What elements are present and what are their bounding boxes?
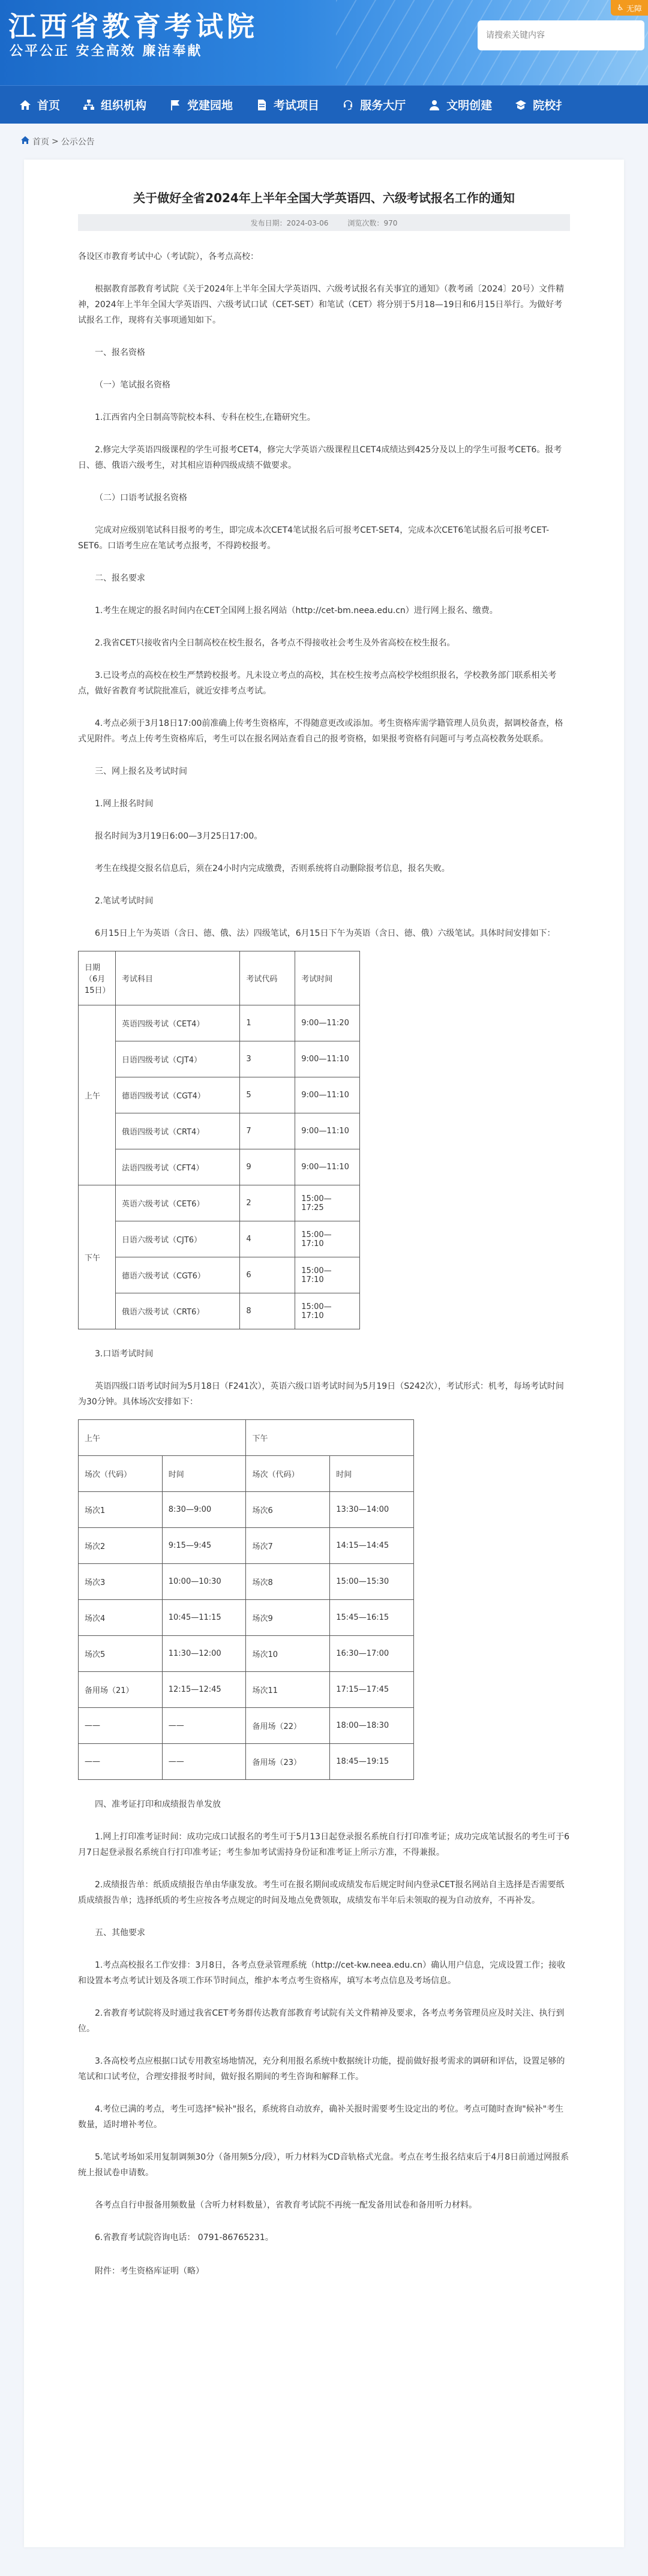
- table-row: [79, 1564, 414, 1600]
- table-cell: 德语四级考试（CGT4）: [115, 1077, 239, 1113]
- paragraph: 根据教育部教育考试院《关于2024年上半年全国大学英语四、六级考试报名有关事宜的通知》（教考函〔2024〕20号）文件精神，2024年上半年全国大学英语四、六级考试口试（CET-SET）和笔试（CET）将分别于5月18—19日和6月15日举行。为做好考试报名工作，现将有关事项通知如下。: [78, 284, 565, 325]
- table-cell: 15:45—16:15: [330, 1600, 414, 1636]
- paragraph: 完成对应级别笔试科目报考的考生，即完成本次CET4笔试报名后可报考CET-SET4，完成本次CET6笔试报名后可报考CET-SET6。口语考生应在笔试考点报考，不得跨校报考。: [78, 526, 550, 551]
- table-cell: 场次11: [246, 1672, 330, 1708]
- table-header-cell: 考试时间: [295, 951, 360, 1005]
- table-cell: 场次7: [246, 1528, 330, 1564]
- table-cell: 8:30—9:00: [162, 1492, 246, 1528]
- paragraph: 4.考点必须于3月18日17:00前准确上传考生资格库，不得随意更改或添加。考生资格库需学籍管理人员负责，据调校备查，格式见附件。考点上传考生资格库后，考生可以在报名网站查看自己的报考资格，如果报考资格有问题可与考点高校教务处联系。: [78, 719, 563, 744]
- breadcrumb-home-link[interactable]: 首页: [32, 137, 49, 147]
- nav-item-party[interactable]: [160, 86, 246, 124]
- paragraph: 2.省教育考试院将及时通过我省CET考务群传达教育部教育考试院有关文件精神及要求，各考点考务管理员应及时关注、执行到位。: [78, 2008, 565, 2034]
- table-cell: 15:00—17:25: [295, 1185, 360, 1221]
- salutation: 各设区市教育考试中心（考试院），各考点高校：: [78, 252, 259, 262]
- table-row: [79, 1708, 414, 1744]
- paragraph: 2.修完大学英语四级课程的学生可报考CET4，修完大学英语六级课程且CET4成绩达到425分及以上的学生可报考CET6。报考日、德、俄语六级考生，对其相应语种四级成绩不做要求。: [78, 445, 562, 470]
- accessibility-label: 无障: [626, 4, 642, 14]
- table-cell: ——: [162, 1744, 246, 1780]
- table-row: [79, 1293, 360, 1329]
- table-cell: 场次6: [246, 1492, 330, 1528]
- table-cell: 9:00—11:10: [295, 1149, 360, 1185]
- table-header-cell: 考试科目: [115, 951, 239, 1005]
- paragraph: 1.江西省内全日制高等院校本科、专科在校生,在籍研究生。: [95, 413, 316, 422]
- nav-item-organization[interactable]: [73, 86, 160, 124]
- table-cell: 备用场（23）: [246, 1744, 330, 1780]
- table-header-cell: 考试代码: [240, 951, 295, 1005]
- oral-exam-schedule-table: [78, 1419, 414, 1780]
- person-icon: [428, 99, 440, 111]
- table-row: [79, 1221, 360, 1257]
- paragraph: 5.笔试考场如采用复制调频30分（备用频5分/段），听力材料为CD音轨格式光盘。考点在考生报名结束后于4月8日前通过网报系统上报试卷申请数。: [78, 2152, 569, 2178]
- contact-phone: 6.省教育考试院咨询电话： 0791-86765231。: [95, 2233, 274, 2242]
- table-cell: 10:45—11:15: [162, 1600, 246, 1636]
- table-cell: 俄语四级考试（CRT4）: [115, 1113, 239, 1149]
- nav-item-civilization[interactable]: [419, 86, 505, 124]
- subsection-heading: （一）笔试报名资格: [95, 380, 170, 390]
- subsection-heading: 3.口语考试时间: [95, 1349, 154, 1359]
- flag-icon: [169, 99, 181, 111]
- breadcrumb: [0, 124, 648, 160]
- table-cell: 7: [240, 1113, 295, 1149]
- table-cell: 4: [240, 1221, 295, 1257]
- written-exam-schedule-table: [78, 951, 360, 1329]
- table-cell: ——: [79, 1708, 163, 1744]
- table-cell: 法语四级考试（CFT4）: [115, 1149, 239, 1185]
- table-cell: 英语六级考试（CET6）: [115, 1185, 239, 1221]
- paragraph: 各考点自行申报备用频数量（含听力材料数量），省教育考试院不再统一配发备用试卷和备用听力材料。: [95, 2200, 477, 2210]
- main-nav: [0, 85, 648, 124]
- table-row: [79, 1528, 414, 1564]
- search-box[interactable]: [478, 20, 644, 50]
- section-heading: 三、网上报名及考试时间: [95, 767, 187, 776]
- nav-item-exams[interactable]: [246, 86, 332, 124]
- accessibility-icon: ♿: [617, 3, 624, 13]
- table-header-cell: 时间: [162, 1456, 246, 1492]
- school-icon: [515, 99, 527, 111]
- publish-date: 发布日期：2024-03-06: [250, 218, 329, 227]
- paragraph: 3.已设考点的高校在校生严禁跨校报考。凡未设立考点的高校，其在校生按考点高校学校组织报名，学校教务部门联系相关考点，做好省教育考试院批准后，就近安排考点考试。: [78, 671, 557, 696]
- attachment-link[interactable]: 附件：考生资格库证明（略）: [95, 2266, 204, 2276]
- org-icon: [83, 99, 95, 111]
- table-row: [79, 1041, 360, 1077]
- table-cell: 15:00—17:10: [295, 1221, 360, 1257]
- table-cell: 9:00—11:20: [295, 1005, 360, 1041]
- article-title: 关于做好全省2024年上半年全国大学英语四、六级考试报名工作的通知: [133, 191, 515, 205]
- table-cell: 10:00—10:30: [162, 1564, 246, 1600]
- table-cell: 11:30—12:00: [162, 1636, 246, 1672]
- table-cell: 9:00—11:10: [295, 1113, 360, 1149]
- paragraph: 2.我省CET只接收省内全日制高校在校生报名，各考点不得接收社会考生及外省高校在校生报名。: [95, 638, 455, 648]
- table-cell: 1: [240, 1005, 295, 1041]
- table-cell: 场次2: [79, 1528, 163, 1564]
- section-heading: 四、准考证打印和成绩报告单发放: [95, 1800, 221, 1809]
- table-cell: 16:30—17:00: [330, 1636, 414, 1672]
- paragraph: 2.成绩报告单：纸质成绩报告单由华康发放。考生可在报名期间或成绩发布后规定时间内登录CET报名网站自主选择是否需要纸质成绩报告单；选择纸质的考生应按各考点规定的时间及地点免费领取，成绩发布半年后未领取的视为自动放弃，不再补发。: [78, 1880, 565, 1905]
- table-cell: 2: [240, 1185, 295, 1221]
- paragraph: 6月15日上午为英语（含日、德、俄、法）四级笔试，6月15日下午为英语（含日、德、俄）六级笔试。具体时间安排如下：: [95, 929, 556, 938]
- breadcrumb-separator: >: [52, 137, 59, 146]
- nav-label: 考试项目: [274, 99, 320, 112]
- section-heading: 五、其他要求: [95, 1928, 145, 1938]
- table-cell: 9:00—11:10: [295, 1077, 360, 1113]
- table-header-row: [79, 951, 360, 1005]
- paragraph: 报名时间为3月19日6:00—3月25日17:00。: [95, 831, 263, 841]
- table-cell: 9:00—11:10: [295, 1041, 360, 1077]
- site-header: [0, 0, 648, 85]
- nav-item-service[interactable]: [332, 86, 419, 124]
- article-body: [78, 249, 570, 2279]
- paragraph: 考生在线提交报名信息后，须在24小时内完成缴费，否则系统将自动删除报考信息，报名失败。: [95, 864, 450, 873]
- table-cell: 场次4: [79, 1600, 163, 1636]
- table-cell: 9: [240, 1149, 295, 1185]
- table-cell: 15:00—17:10: [295, 1257, 360, 1293]
- subsection-heading: 1.网上报名时间: [95, 799, 154, 809]
- table-row: [79, 1492, 414, 1528]
- table-header-row: [79, 1456, 414, 1492]
- table-row: [79, 1600, 414, 1636]
- table-cell: 俄语六级考试（CRT6）: [115, 1293, 239, 1329]
- table-cell: 18:00—18:30: [330, 1708, 414, 1744]
- table-cell: 日语六级考试（CJT6）: [115, 1221, 239, 1257]
- nav-label: 首页: [37, 99, 61, 112]
- table-header-cell: 上午: [79, 1420, 246, 1456]
- table-cell: ——: [79, 1744, 163, 1780]
- table-cell: 18:45—19:15: [330, 1744, 414, 1780]
- paragraph: 1.考生在规定的报名时间内在CET全国网上报名网站（http://cet-bm.neea.edu.cn）进行网上报名、缴费。: [95, 606, 498, 616]
- paragraph: 3.各高校考点应根据口试专用教室场地情况，充分利用报名系统中数据统计功能，提前做好报考需求的调研和评估，设置足够的笔试和口试考位，合理安排报考时间，做好报名期间的考生咨询和解释工作。: [78, 2056, 565, 2082]
- paragraph: 1.网上打印准考证时间：成功完成口试报名的考生可于5月13日起登录报名系统自行打印准考证；成功完成笔试报名的考生可于6月7日起登录报名系统自行打印准考证；考生参加考试需持身份证和准考证上所示方准，不得兼报。: [78, 1832, 569, 1857]
- document-icon: [256, 99, 268, 111]
- table-header-cell: 下午: [246, 1420, 414, 1456]
- table-row: [79, 1185, 360, 1221]
- breadcrumb-current-link[interactable]: 公示公告: [61, 137, 95, 147]
- home-icon: [19, 99, 31, 111]
- table-cell: 13:30—14:00: [330, 1492, 414, 1528]
- table-cell: 9:15—9:45: [162, 1528, 246, 1564]
- service-icon: [342, 99, 354, 111]
- table-row: [79, 1077, 360, 1113]
- table-cell: 15:00—15:30: [330, 1564, 414, 1600]
- table-header-cell: 场次（代码）: [246, 1456, 330, 1492]
- table-cell: 17:15—17:45: [330, 1672, 414, 1708]
- table-cell: 场次8: [246, 1564, 330, 1600]
- paragraph: 4.考位已满的考点，考生可选择"候补"报名，系统将自动放弃，确补关报时需要考生设定出的考位。考点可随时查询"候补"考生数量，适时增补考位。: [78, 2104, 564, 2130]
- section-heading: 二、报名要求: [95, 574, 145, 583]
- table-cell: 15:00—17:10: [295, 1293, 360, 1329]
- table-cell: 场次9: [246, 1600, 330, 1636]
- accessibility-button[interactable]: [611, 0, 648, 16]
- table-row: [79, 1257, 360, 1293]
- table-row: [79, 1005, 360, 1041]
- nav-label: 服务大厅: [360, 99, 406, 112]
- table-header-row: [79, 1420, 414, 1456]
- site-slogan: 公平公正 安全高效 廉洁奉献: [10, 44, 203, 59]
- table-cell: 英语四级考试（CET4）: [115, 1005, 239, 1041]
- subsection-heading: 2.笔试考试时间: [95, 896, 154, 906]
- nav-item-schools[interactable]: [505, 86, 580, 124]
- table-cell: 8: [240, 1293, 295, 1329]
- table-row: [79, 1149, 360, 1185]
- table-row: [79, 1672, 414, 1708]
- table-cell: 场次3: [79, 1564, 163, 1600]
- table-header-cell: 日期（6月15日）: [79, 951, 116, 1005]
- table-row: [79, 1636, 414, 1672]
- table-cell: 场次5: [79, 1636, 163, 1672]
- article-meta: [78, 214, 570, 231]
- table-cell: 12:15—12:45: [162, 1672, 246, 1708]
- table-cell: 备用场（21）: [79, 1672, 163, 1708]
- table-cell: 5: [240, 1077, 295, 1113]
- nav-label: 组织机构: [101, 99, 147, 112]
- table-cell: 德语六级考试（CGT6）: [115, 1257, 239, 1293]
- search-input[interactable]: [486, 31, 636, 40]
- table-cell: 场次1: [79, 1492, 163, 1528]
- table-cell: 日语四级考试（CJT4）: [115, 1041, 239, 1077]
- table-cell: ——: [162, 1708, 246, 1744]
- nav-label: 文明创建: [446, 99, 493, 112]
- table-cell: 备用场（22）: [246, 1708, 330, 1744]
- table-cell-period: 上午: [79, 1005, 116, 1185]
- nav-item-home[interactable]: [10, 86, 73, 124]
- paragraph: 1.考点高校报名工作安排：3月8日，各考点登录管理系统（http://cet-kw.neea.edu.cn）确认用户信息，完成设置工作；接收和设置本考点考试计划及各项工作环节时间点，维护本考点考生资格库，填写本考点信息及考场信息。: [78, 1960, 566, 1986]
- nav-label: 党建园地: [187, 99, 233, 112]
- section-heading: 一、报名资格: [95, 348, 145, 358]
- location-home-icon: [20, 136, 30, 148]
- table-header-cell: 时间: [330, 1456, 414, 1492]
- subsection-heading: （二）口语考试报名资格: [95, 493, 187, 503]
- paragraph: 英语四级口语考试时间为5月18日（F241次），英语六级口语考试时间为5月19日（S242次），考试形式：机考，每场考试时间为30分钟。具体场次安排如下：: [78, 1382, 564, 1407]
- site-title[interactable]: 江西省教育考试院: [8, 10, 258, 43]
- view-count: 浏览次数：970: [347, 218, 398, 227]
- table-header-cell: 场次（代码）: [79, 1456, 163, 1492]
- table-row: [79, 1113, 360, 1149]
- table-cell-period: 下午: [79, 1185, 116, 1329]
- article-container: [24, 160, 624, 2547]
- table-cell: 14:15—14:45: [330, 1528, 414, 1564]
- table-cell: 3: [240, 1041, 295, 1077]
- table-cell: 场次10: [246, 1636, 330, 1672]
- table-row: [79, 1744, 414, 1780]
- table-cell: 6: [240, 1257, 295, 1293]
- nav-label: 院校扌: [533, 99, 568, 112]
